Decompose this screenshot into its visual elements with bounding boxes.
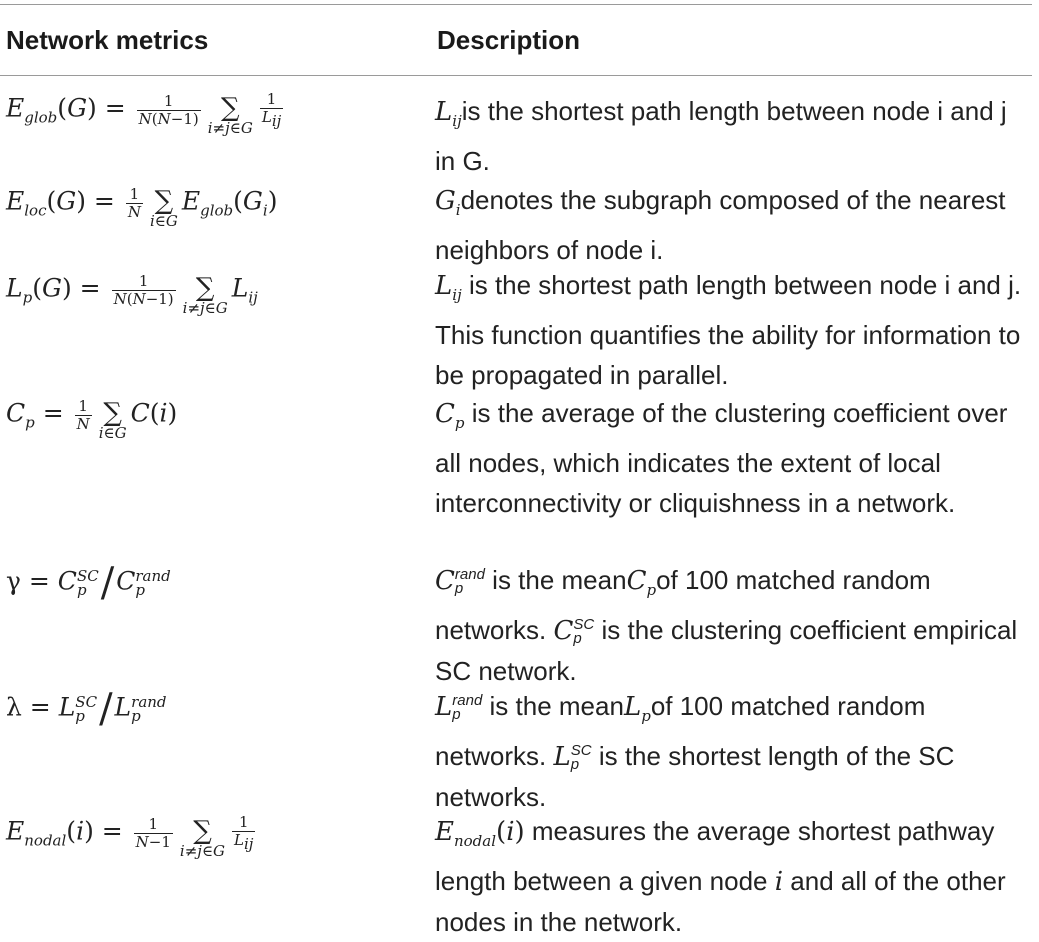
formula-local-efficiency: $E_{loc}(G)$ = $\frac{1}{N}$ ∑ i∈G $E_{glob}(G_i)$ <box>6 184 278 230</box>
formula-global-efficiency: $E_{glob}(G)$ = $\frac{1}{N(N-1)}$ ∑ i≠j∈G $\frac{1}{L_{ij}}$ <box>6 89 282 137</box>
formula-characteristic-path-length: $L_p(G)$ = $\frac{1}{N(N-1)}$ ∑ i≠j∈G $L_{ij}$ <box>6 271 258 317</box>
header-bottom-rule <box>0 75 1032 76</box>
description-global-efficiency: $L_{ij}is$ the shortest path length between node i and j in G. <box>435 96 1007 177</box>
description-lambda: L rand p is the meanL$_p$of 100 matched random networks. L SC p is the shortest length of the SC networks. <box>435 691 955 813</box>
description-nodal-efficiency: $E_{nodal}(i)$ measures the average shortest pathway length between a given node i and all of the other nodes in the network. <box>435 816 1006 938</box>
description-characteristic-path-length: $L_{ij}$ is the shortest path length between node i and j. This function quantifies the ability for information to be propagated in parallel. <box>435 270 1022 391</box>
formula-clustering-coefficient: $C_p$ = $\frac{1}{N}$ ∑ i∈G C(i) <box>6 396 178 442</box>
formula-gamma: γ = C SC p /C rand p <box>6 560 171 606</box>
formula-nodal-efficiency: $E_{nodal}(i)$ = $\frac{1}{N-1}$ ∑ i≠j∈G $\frac{1}{L_{ij}}$ <box>6 812 254 860</box>
table-top-rule <box>0 4 1032 5</box>
description-gamma: C rand p is the meanC$_p$of 100 matched random networks. C SC p is the clustering coefficient empirical SC network. <box>435 565 1018 687</box>
description-clustering-coefficient: $C_p$ is the average of the clustering coefficient over all nodes, which indicates the extent of local interconnectivity or cliquishness in a network. <box>435 398 1008 519</box>
header-network-metrics: Network metrics <box>6 25 209 55</box>
formula-lambda: λ = L SC p /L rand p <box>6 686 167 732</box>
header-description: Description <box>437 25 581 55</box>
description-local-efficiency: $G_idenotes$ the subgraph composed of the nearest neighbors of node i. <box>435 185 1006 266</box>
